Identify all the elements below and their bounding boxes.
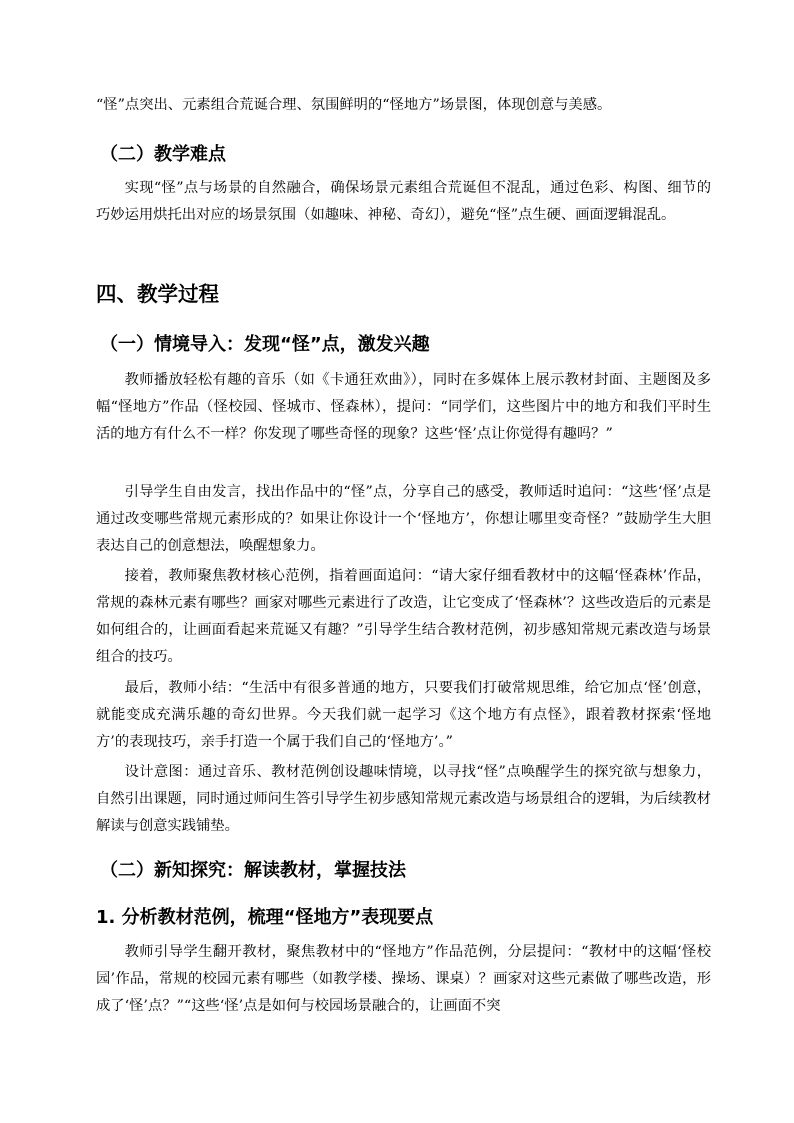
heading-analyze-examples: 1. 分析教材范例，梳理“怪地方”表现要点	[96, 907, 434, 928]
heading-new-knowledge: （二）新知探究：解读教材，掌握技法	[100, 860, 406, 881]
heading-teaching-process: 四、教学过程	[96, 282, 219, 306]
paragraph-difficulty: 实现“怪”点与场景的自然融合，确保场景元素组合荒诞但不混乱，通过色彩、构图、细节的巧妙运用烘托出对应的场景氛围（如趣味、神秘、奇幻），避免“怪”点生硬、画面逻辑混乱。	[96, 180, 711, 223]
paragraph-analyze-campus: 教师引导学生翻开教材，聚焦教材中的“怪地方”作品范例，分层提问：“教材中的这幅‘怪校园’作品，常规的校园元素有哪些（如教学楼、操场、课桌）？画家对这些元素做了哪些改造，形成了‘怪’点？”“这些‘怪’点是如何与校园场景融合的，让画面不突	[96, 944, 711, 1014]
paragraph-key-points-end: “怪”点突出、元素组合荒诞合理、氛围鲜明的“怪地方”场景图，体现创意与美感。	[96, 97, 612, 113]
heading-situation-intro: （一）情境导入：发现“怪”点，激发兴趣	[100, 334, 430, 355]
paragraph-design-intent: 设计意图：通过音乐、教材范例创设趣味情境，以寻找“怪”点唤醒学生的探究欲与想象力，自然引出课题，同时通过师问生答引导学生初步感知常规元素改造与场景组合的逻辑，为后续教材解读与创意实践铺垫。	[96, 764, 711, 834]
paragraph-teacher-summary: 最后，教师小结：“生活中有很多普通的地方，只要我们打破常规思维，给它加点‘怪’创意，就能变成充满乐趣的奇幻世界。今天我们就一起学习《这个地方有点怪》，跟着教材探索‘怪地方’的表现技巧，亲手打造一个属于我们自己的‘怪地方’。”	[96, 680, 711, 750]
paragraph-intro-music: 教师播放轻松有趣的音乐（如《卡通狂欢曲》），同时在多媒体上展示教材封面、主题图及多幅“怪地方”作品（怪校园、怪城市、怪森林），提问：“同学们，这些图片中的地方和我们平时生活的地方有什么不一样？你发现了哪些奇怪的现象？这些‘怪’点让你觉得有趣吗？”	[96, 372, 711, 442]
paragraph-textbook-forest: 接着，教师聚焦教材核心范例，指着画面追问：“请大家仔细看教材中的这幅‘怪森林’作品，常规的森林元素有哪些？画家对哪些元素进行了改造，让它变成了‘怪森林’？这些改造后的元素是如何组合的，让画面看起来荒诞又有趣？”引导学生结合教材范例，初步感知常规元素改造与场景组合的技巧。	[96, 568, 711, 665]
heading-teaching-difficulty: （二）教学难点	[100, 144, 226, 165]
paragraph-student-discussion: 引导学生自由发言，找出作品中的“怪”点，分享自己的感受，教师适时追问：“这些‘怪’点是通过改变哪些常规元素形成的？如果让你设计一个‘怪地方’，你想让哪里变奇怪？”鼓励学生大胆表达自己的创意想法，唤醒想象力。	[96, 484, 711, 554]
